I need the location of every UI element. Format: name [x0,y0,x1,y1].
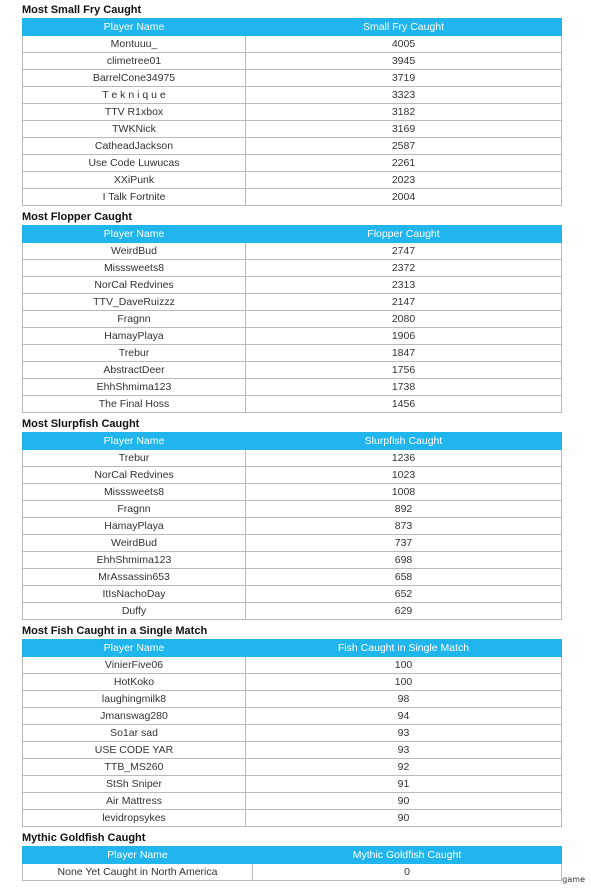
player-name-cell: TWKNick [23,121,246,138]
player-name-cell: T e k n i q u e [23,87,246,104]
table-row [23,294,562,311]
stat-cell: 2023 [246,172,562,189]
stat-cell: 1738 [246,379,562,396]
stat-cell: 2261 [246,155,562,172]
player-name-cell: Fragnn [23,501,246,518]
stat-cell: 1023 [246,467,562,484]
section-title: Most Flopper Caught [22,211,132,223]
stat-cell: 2587 [246,138,562,155]
leaderboard-table [22,432,562,620]
table-row [23,121,562,138]
stat-cell: 892 [246,501,562,518]
stat-cell: 698 [246,552,562,569]
stat-cell: 1906 [246,328,562,345]
stat-cell: 90 [246,793,562,810]
player-name-cell: WeirdBud [23,535,246,552]
table-row [23,552,562,569]
player-name-cell: Jmanswag280 [23,708,246,725]
player-name-cell: Misssweets8 [23,260,246,277]
section-title: Most Slurpfish Caught [22,418,140,430]
player-name-cell: TTV_DaveRuizzz [23,294,246,311]
stat-cell: 1236 [246,450,562,467]
header-player-name: Player Name [23,19,246,36]
stat-cell: 3169 [246,121,562,138]
stat-cell: 98 [246,691,562,708]
table-row [23,277,562,294]
player-name-cell: XXiPunk [23,172,246,189]
player-name-cell: AbstractDeer [23,362,246,379]
table-row [23,725,562,742]
table-row [23,501,562,518]
section-flopper [22,210,562,413]
leaderboard-table [22,846,562,881]
header-player-name: Player Name [23,433,246,450]
player-name-cell: ItIsNachoDay [23,586,246,603]
player-name-cell: NorCal Redvines [23,467,246,484]
player-name-cell: EhhShmima123 [23,552,246,569]
player-name-cell: Trebur [23,450,246,467]
table-row [23,742,562,759]
stat-cell: 1756 [246,362,562,379]
table-row [23,172,562,189]
table-row [23,864,562,881]
table-row [23,657,562,674]
table-header-row [23,226,562,243]
table-row [23,243,562,260]
player-name-cell: TTB_MS260 [23,759,246,776]
player-name-cell: WeirdBud [23,243,246,260]
header-stat: Mythic Goldfish Caught [253,847,562,864]
section-small-fry [22,3,562,206]
stat-cell: 1847 [246,345,562,362]
player-name-cell: I Talk Fortnite [23,189,246,206]
player-name-cell: TTV R1xbox [23,104,246,121]
stat-cell: 2313 [246,277,562,294]
stat-cell: 652 [246,586,562,603]
table-row [23,484,562,501]
stat-cell: 737 [246,535,562,552]
table-row [23,776,562,793]
player-name-cell: MrAssassin653 [23,569,246,586]
table-row [23,53,562,70]
player-name-cell: HamayPlaya [23,518,246,535]
stat-cell: 4005 [246,36,562,53]
table-row [23,345,562,362]
player-name-cell: Duffy [23,603,246,620]
player-name-cell: VinierFive06 [23,657,246,674]
stat-cell: 2080 [246,311,562,328]
player-name-cell: EhhShmima123 [23,379,246,396]
player-name-cell: Misssweets8 [23,484,246,501]
table-row [23,155,562,172]
table-row [23,793,562,810]
table-row [23,362,562,379]
player-name-cell: The Final Hoss [23,396,246,413]
stat-cell: 93 [246,742,562,759]
header-stat: Slurpfish Caught [246,433,562,450]
stat-cell: 94 [246,708,562,725]
player-name-cell: HamayPlaya [23,328,246,345]
stat-cell: 658 [246,569,562,586]
stat-cell: 2004 [246,189,562,206]
stat-cell: 2147 [246,294,562,311]
table-row [23,189,562,206]
section-title: Mythic Goldfish Caught [22,832,146,844]
table-row [23,759,562,776]
player-name-cell: Use Code Luwucas [23,155,246,172]
stat-cell: 3945 [246,53,562,70]
table-row [23,138,562,155]
player-name-cell: laughingmilk8 [23,691,246,708]
table-header-row [23,19,562,36]
section-mythic-goldfish [22,831,562,881]
leaderboard-table [22,225,562,413]
table-row [23,379,562,396]
player-name-cell: HotKoko [23,674,246,691]
table-row [23,311,562,328]
header-stat: Fish Caught in Single Match [246,640,562,657]
stat-cell: 1008 [246,484,562,501]
header-stat: Small Fry Caught [246,19,562,36]
stat-cell: 2372 [246,260,562,277]
player-name-cell: StSh Sniper [23,776,246,793]
player-name-cell: So1ar sad [23,725,246,742]
table-row [23,691,562,708]
stat-cell: 1456 [246,396,562,413]
player-name-cell: USE CODE YAR [23,742,246,759]
table-row [23,569,562,586]
section-title: Most Small Fry Caught [22,4,142,16]
table-header-row [23,847,562,864]
stat-cell: 100 [246,657,562,674]
table-header-row [23,433,562,450]
header-player-name: Player Name [23,226,246,243]
watermark-text: game [562,875,585,884]
player-name-cell: CatheadJackson [23,138,246,155]
table-row [23,674,562,691]
table-row [23,260,562,277]
stat-cell: 90 [246,810,562,827]
section-single-match [22,624,562,827]
stat-cell: 92 [246,759,562,776]
table-row [23,467,562,484]
section-slurpfish [22,417,562,620]
player-name-cell: BarrelCone34975 [23,70,246,87]
stat-cell: 629 [246,603,562,620]
table-row [23,708,562,725]
player-name-cell: climetree01 [23,53,246,70]
header-stat: Flopper Caught [246,226,562,243]
player-name-cell: Fragnn [23,311,246,328]
player-name-cell: Trebur [23,345,246,362]
stat-cell: 2747 [246,243,562,260]
stat-cell: 0 [253,864,562,881]
table-row [23,810,562,827]
table-row [23,36,562,53]
stat-cell: 100 [246,674,562,691]
stat-cell: 91 [246,776,562,793]
stat-cell: 3323 [246,87,562,104]
table-row [23,328,562,345]
table-row [23,70,562,87]
header-player-name: Player Name [23,640,246,657]
table-row [23,396,562,413]
stat-cell: 873 [246,518,562,535]
table-header-row [23,640,562,657]
table-row [23,535,562,552]
header-player-name: Player Name [23,847,253,864]
table-row [23,87,562,104]
table-row [23,586,562,603]
table-row [23,603,562,620]
stat-cell: 3182 [246,104,562,121]
player-name-cell: Montuuu_ [23,36,246,53]
leaderboard-table [22,18,562,206]
player-name-cell: levidropsykes [23,810,246,827]
player-name-cell: None Yet Caught in North America [23,864,253,881]
stat-cell: 93 [246,725,562,742]
table-row [23,104,562,121]
leaderboard-table [22,639,562,827]
stat-cell: 3719 [246,70,562,87]
table-row [23,518,562,535]
table-row [23,450,562,467]
section-title: Most Fish Caught in a Single Match [22,625,208,637]
player-name-cell: Air Mattress [23,793,246,810]
player-name-cell: NorCal Redvines [23,277,246,294]
